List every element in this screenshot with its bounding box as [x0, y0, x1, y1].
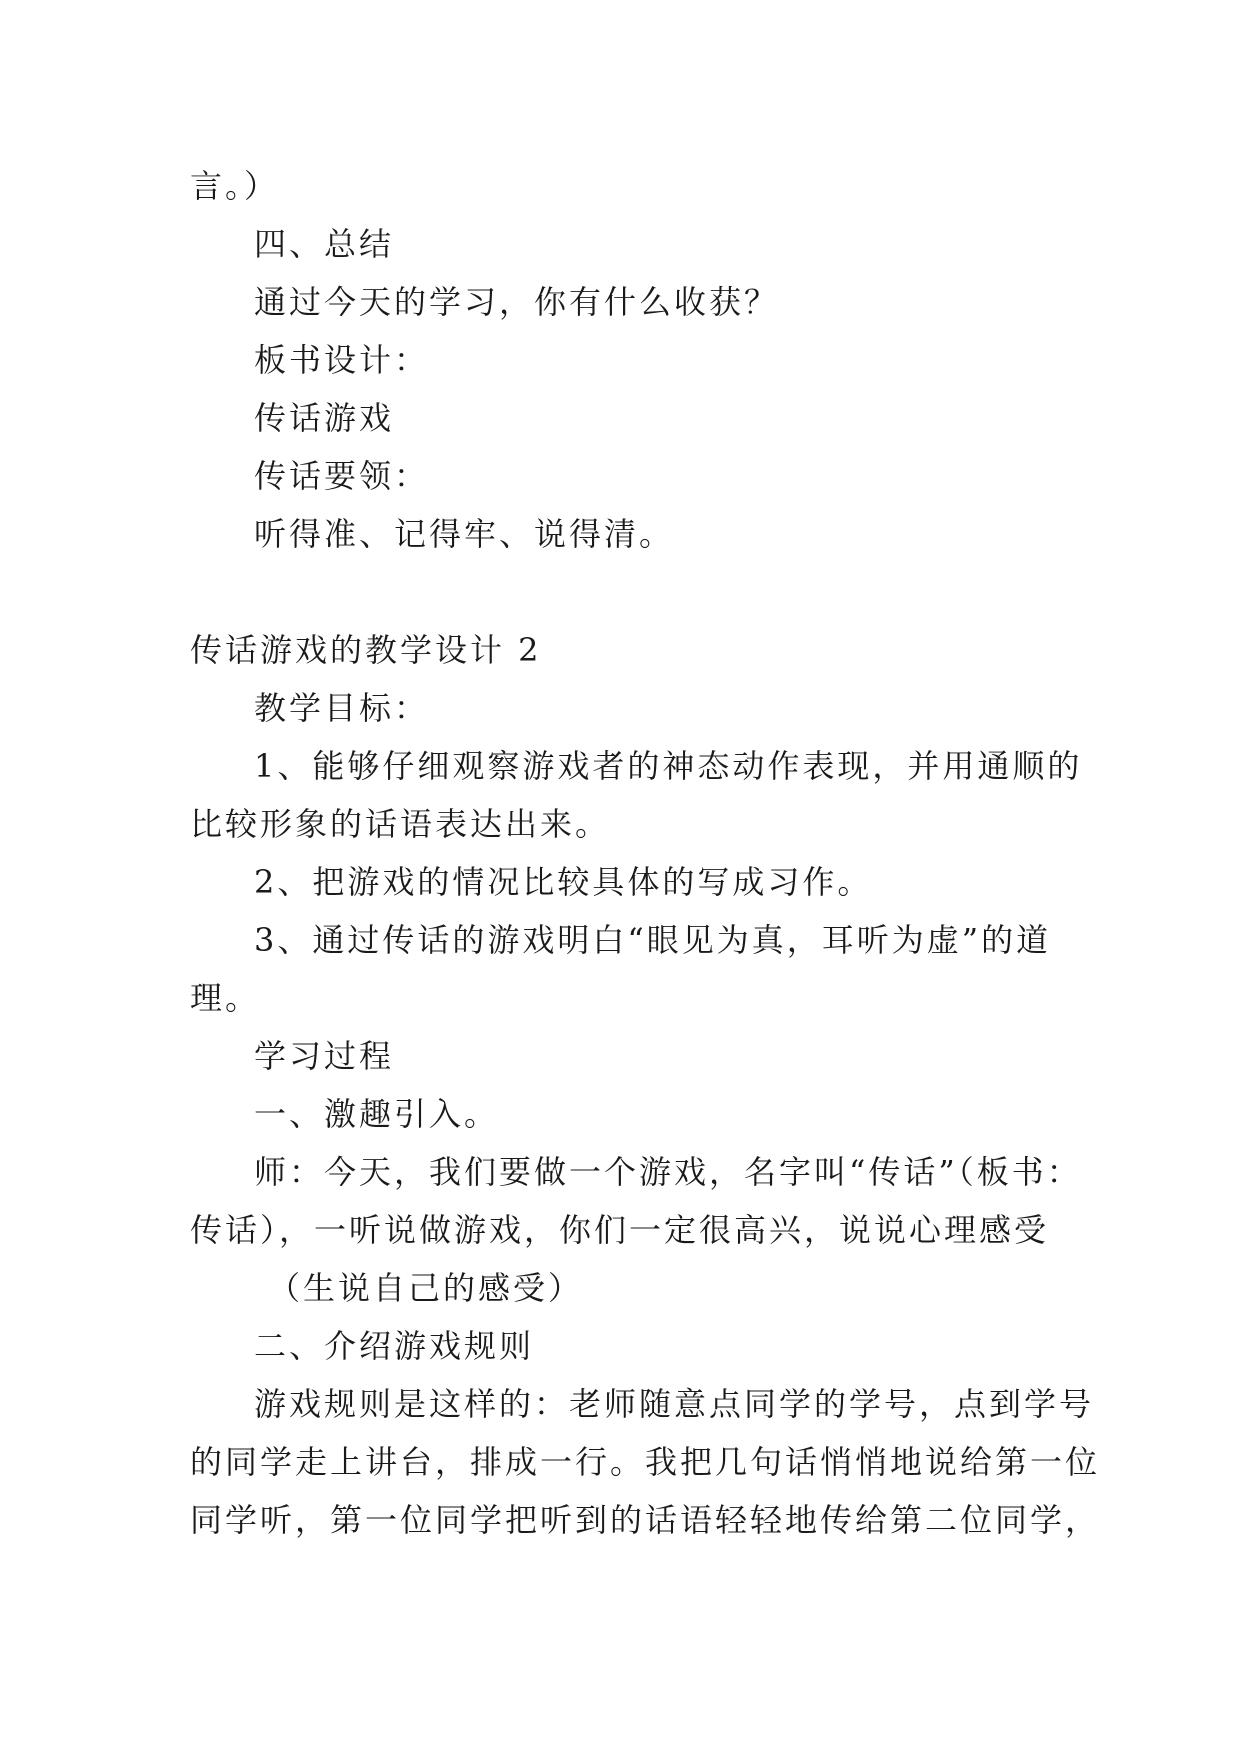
text-line-continuation: 言。） [190, 167, 280, 205]
section-heading: 二、介绍游戏规则 [254, 1327, 535, 1365]
text-line: 比较形象的话语表达出来。 [190, 805, 611, 843]
text-line: 游戏规则是这样的：老师随意点同学的学号，点到学号 [254, 1385, 1095, 1423]
text-line: 传话要领： [254, 457, 430, 495]
section-heading-summary: 四、总结 [254, 225, 395, 263]
section-heading: 一、激趣引入。 [254, 1095, 500, 1133]
text-line: 听得准、记得牢、说得清。 [254, 515, 675, 553]
text-line: 师：今天，我们要做一个游戏，名字叫“传话”（板书： [254, 1153, 1082, 1191]
text-line: 2、把游戏的情况比较具体的写成习作。 [254, 863, 873, 901]
text-line: 通过今天的学习，你有什么收获？ [254, 283, 780, 321]
document-title: 传话游戏的教学设计 2 [190, 631, 542, 669]
text-line: 理。 [190, 979, 261, 1017]
text-line: 3、通过传话的游戏明白“眼见为真，耳听为虚”的道 [254, 921, 1052, 959]
text-line: （生说自己的感受） [268, 1269, 584, 1307]
text-line: 板书设计： [254, 341, 430, 379]
text-line: 教学目标： [254, 689, 430, 727]
text-line: 1、能够仔细观察游戏者的神态动作表现，并用通顺的 [254, 747, 1083, 785]
text-line: 的同学走上讲台，排成一行。我把几句话悄悄地说给第一位 [190, 1443, 1101, 1481]
text-line: 传话），一听说做游戏，你们一定很高兴，说说心理感受 [190, 1211, 1050, 1249]
text-line: 同学听，第一位同学把听到的话语轻轻地传给第二位同学， [190, 1501, 1101, 1539]
section-heading: 学习过程 [254, 1037, 395, 1075]
text-line: 传话游戏 [254, 399, 395, 437]
